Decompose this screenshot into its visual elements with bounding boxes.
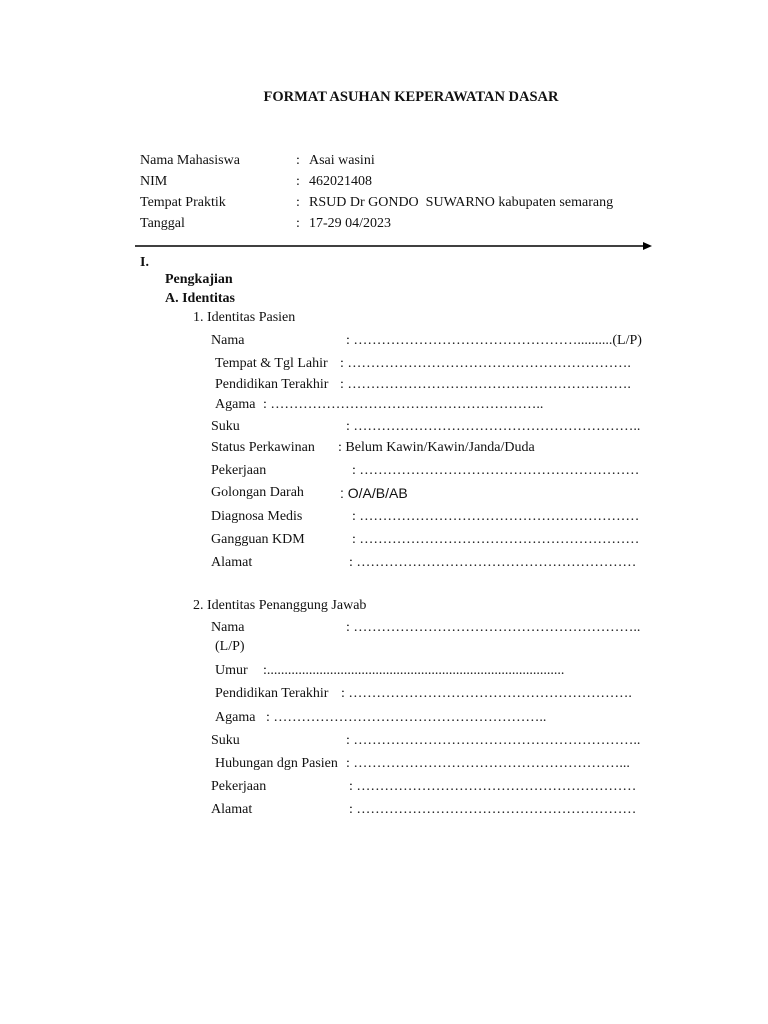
pj-label-umur: Umur [215, 663, 248, 678]
header-colon: : [296, 153, 300, 168]
pj-value-hubungan: : …………………………………………………... [346, 756, 630, 771]
pasien-value-status: : Belum Kawin/Kawin/Janda/Duda [338, 440, 535, 455]
pasien-value-alamat: : …………………………………………………… [349, 555, 637, 570]
pasien-label-pendidikan: Pendidikan Terakhir [215, 377, 329, 392]
pasien-label-diagnosa: Diagnosa Medis [211, 509, 303, 524]
pj-value-suku: : …………………………………………………….. [346, 733, 641, 748]
pasien-value-ttl: : ……………………………………………………. [340, 356, 631, 371]
pj-label-alamat: Alamat [211, 802, 253, 817]
header-label-tanggal: Tanggal [140, 216, 185, 231]
pj-label-suku: Suku [211, 733, 240, 748]
pj-value-agama: : ………………………………………………….. [266, 710, 547, 725]
pj-label-agama: Agama [215, 710, 256, 725]
section-subheading: A. Identitas [165, 291, 236, 306]
section-heading: Pengkajian [165, 272, 233, 287]
pj-value-pendidikan: : ……………………………………………………. [341, 686, 632, 701]
pasien-value-kdm: : …………………………………………………… [352, 532, 640, 547]
penanggung-heading: 2. Identitas Penanggung Jawab [193, 598, 367, 613]
pasien-label-goldarah: Golongan Darah [211, 485, 304, 500]
pj-label-nama: Nama [211, 620, 245, 635]
header-value-nim: 462021408 [309, 174, 372, 189]
pasien-value-nama: : …………………………………………..........(L/P) [346, 333, 642, 348]
pasien-label-kdm: Gangguan KDM [211, 532, 305, 547]
pasien-label-ttl: Tempat & Tgl Lahir [215, 356, 328, 371]
header-colon: : [296, 174, 300, 189]
pasien-label-pekerjaan: Pekerjaan [211, 463, 267, 478]
pj-value-alamat: : …………………………………………………… [349, 802, 637, 817]
document-title: FORMAT ASUHAN KEPERAWATAN DASAR [263, 89, 559, 105]
pasien-value-goldarah: : O/A/B/AB [340, 485, 408, 501]
pasien-value-diagnosa: : …………………………………………………… [352, 509, 640, 524]
pasien-value-agama: : ………………………………………………….. [263, 397, 544, 412]
header-label-nama: Nama Mahasiswa [140, 153, 240, 168]
pj-value-umur: :..................................................................................... [263, 663, 565, 678]
pasien-label-suku: Suku [211, 419, 240, 434]
pasien-label-alamat: Alamat [211, 555, 253, 570]
header-label-nim: NIM [140, 174, 168, 189]
pj-label-lp: (L/P) [215, 639, 245, 654]
pj-value-pekerjaan: : …………………………………………………… [349, 779, 637, 794]
header-value-tempat: RSUD Dr GONDO SUWARNO kabupaten semarang [309, 195, 614, 210]
pasien-heading: 1. Identitas Pasien [193, 310, 296, 325]
pj-label-hubungan: Hubungan dgn Pasien [215, 756, 338, 771]
section-roman-numeral: I. [140, 255, 149, 270]
header-value-tanggal: 17-29 04/2023 [309, 216, 392, 231]
header-divider-arrow [135, 240, 655, 252]
pasien-label-agama: Agama [215, 397, 256, 412]
header-value-nama: Asai wasini [309, 153, 375, 168]
header-colon: : [296, 216, 300, 231]
pasien-label-nama: Nama [211, 333, 245, 348]
pasien-value-suku: : …………………………………………………….. [346, 419, 641, 434]
header-colon: : [296, 195, 300, 210]
pj-value-nama: : …………………………………………………….. [346, 620, 641, 635]
header-label-tempat: Tempat Praktik [140, 195, 226, 210]
pj-label-pekerjaan: Pekerjaan [211, 779, 267, 794]
pasien-label-status: Status Perkawinan [211, 440, 315, 455]
pasien-value-pekerjaan: : …………………………………………………… [352, 463, 640, 478]
pj-label-pendidikan: Pendidikan Terakhir [215, 686, 329, 701]
pasien-value-pendidikan: : ……………………………………………………. [340, 377, 631, 392]
